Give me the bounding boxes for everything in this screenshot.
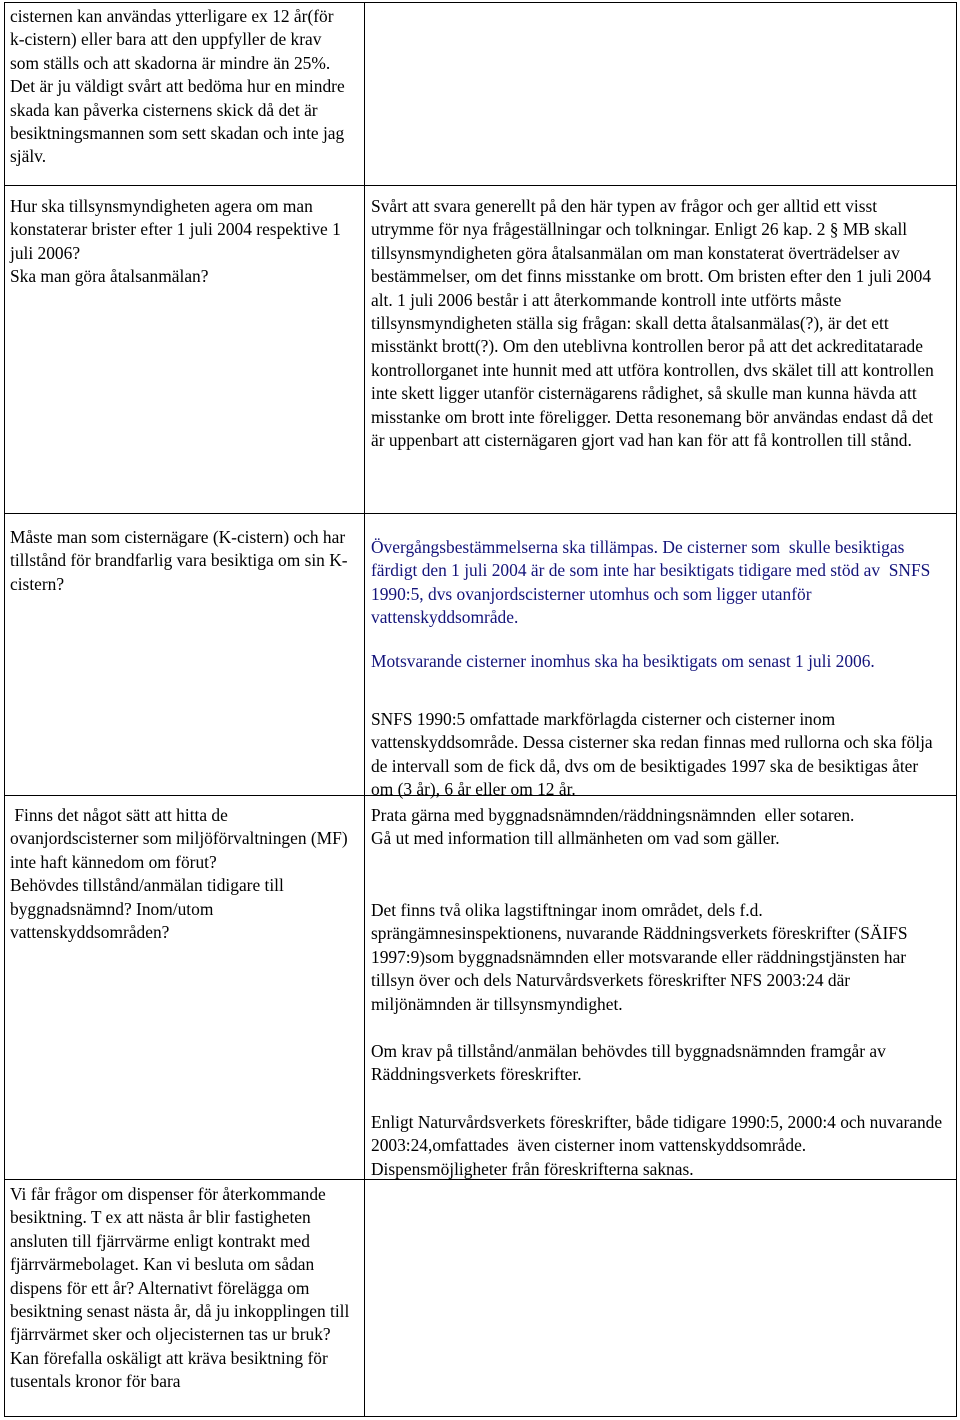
answer-3-naturvard	[371, 1111, 947, 1181]
answer-2-lead: Övergångsbestämmelserna ska tillämpas.	[371, 537, 659, 557]
question-1-text: Hur ska tillsynsmyndigheten agera om man konstaterar brister efter 1 juli 2004 respektive 1 juli 2006?	[10, 196, 341, 263]
question-1-followup: Ska man göra åtalsanmälan?	[10, 266, 209, 287]
answer-3-naturvard-text: Enligt Naturvårdsverkets föreskrifter, både tidigare 1990:5, 2000:4 och nuvarande 2003:24,omfattades även cisterner inom vattenskyddsområde.	[371, 1112, 947, 1156]
answer-3-text: Prata gärna med byggnadsnämnden/räddningsnämnden eller sotaren.	[371, 805, 855, 825]
answer-2	[371, 536, 943, 630]
row-divider-2	[4, 513, 956, 514]
answer-4: Dispensmöjligheter från föreskrifterna saknas.	[371, 1158, 694, 1179]
answer-3	[371, 804, 943, 851]
answer-2-snfs: SNFS 1990:5 omfattade markförlagda cisterner och cisterner inom vattenskyddsområde. Dessa cisterner ska redan finnas med rullorna och ska följa de intervall som de fick då, dvs om de besiktigades 1997 ska de besiktigas åter om (3 år), 6 år eller om 12 år.	[371, 709, 933, 800]
answer-3-legislation: Det finns två olika lagstiftningar inom området, dels f.d. sprängämnesinspektionens, nuvarande Räddningsverkets föreskrifter (SÄIFS 1997:9)som byggnadsnämnden eller motsvarande eller räddningstjänsten har tillsyn över och dels Naturvårdsverkets föreskrifter NFS 2003:24 där miljönämnden är tillsynsmyndighet.	[371, 900, 908, 1014]
answer-1: Svårt att svara generellt på den här typen av frågor och ger alltid ett visst utrymme för nya frågeställningar och tolkningar. Enligt 26 kap. 2 § MB skall tillsynsmyndigheten göra åtalsanmälan om man konstaterat överträdelser av bestämmelser, om det finns misstanke om brott. Om bristen efter den 1 juli 2004 alt. 1 juli 2006 består i att återkommande kontroll inte utförts måste tillsynsmyndigheten ställa sig frågan: skall detta åtalsanmälas(?), är det ett misstänkt brott(?). Om den uteblivna kontrollen beror på att det ackreditatarade kontrollorganet inte hunnit med att utföra kontrollen, dvs skälet till att kontrollen inte skett ligger utanför cisternägarens rådighet, så skulle man kunna hävda att misstanke om brott inte föreligger. Detta resonemang bör användas endast då det är uppenbart att cisternägaren gjort vad han kan för att få kontrollen till stånd.	[371, 196, 934, 451]
answer-3-info: Gå ut med information till allmänheten om vad som gäller.	[371, 828, 780, 849]
question-4: Vi får frågor om dispenser för återkommande besiktning. T ex att nästa år blir fastigheten ansluten till fjärrvärme enligt kontrakt med fjärrvärmebolaget. Kan vi besluta om sådan dispens för ett år? Alternativt förelägga om besiktning senast nästa år, då ju inkopplingen till fjärrvärmet sker och oljecisternen tas ur bruk? Kan förefalla oskäligt att kräva besiktning för tusentals kronor för bara	[10, 1184, 350, 1392]
top-continuation-text: cisternen kan användas ytterligare ex 12 år(för k-cistern) eller bara att den uppfyller de krav som ställs och att skadorna är mindre än 25%. Det är ju väldigt svårt att bedöma hur en mindre skada kan påverka cisternens skick då det är besiktningsmannen som sett skadan och inte jag själv.	[10, 6, 345, 167]
answer-3-permit: Om krav på tillstånd/anmälan behövdes till byggnadsnämnden framgår av Räddningsverkets föreskrifter.	[371, 1041, 886, 1085]
answer-2-indoor: Motsvarande cisterner inomhus ska ha besiktigats om senast 1 juli 2006.	[371, 651, 875, 671]
column-divider	[364, 2, 365, 1416]
question-3	[10, 804, 352, 944]
row-divider-1	[4, 185, 956, 186]
answer-2-rest: De cisterner som skulle besiktigas färdigt den 1 juli 2004 är de som inte har besiktigats tidigare med stöd av SNFS 1990:5, dvs ovanjordscisterner utomhus och som ligger utanför vattenskyddsområde.	[371, 537, 935, 628]
question-3-text: Finns det något sätt att hitta de ovanjordscisterner som miljöförvaltningen (MF) inte haft kännedom om förut?	[10, 805, 352, 872]
question-2: Måste man som cisternägare (K-cistern) och har tillstånd för brandfarlig vara besiktiga om sin K- cistern?	[10, 527, 348, 594]
question-1	[10, 195, 352, 289]
question-3-followup: Behövdes tillstånd/anmälan tidigare till byggnadsnämnd? Inom/utom vattenskyddsområden?	[10, 875, 284, 943]
